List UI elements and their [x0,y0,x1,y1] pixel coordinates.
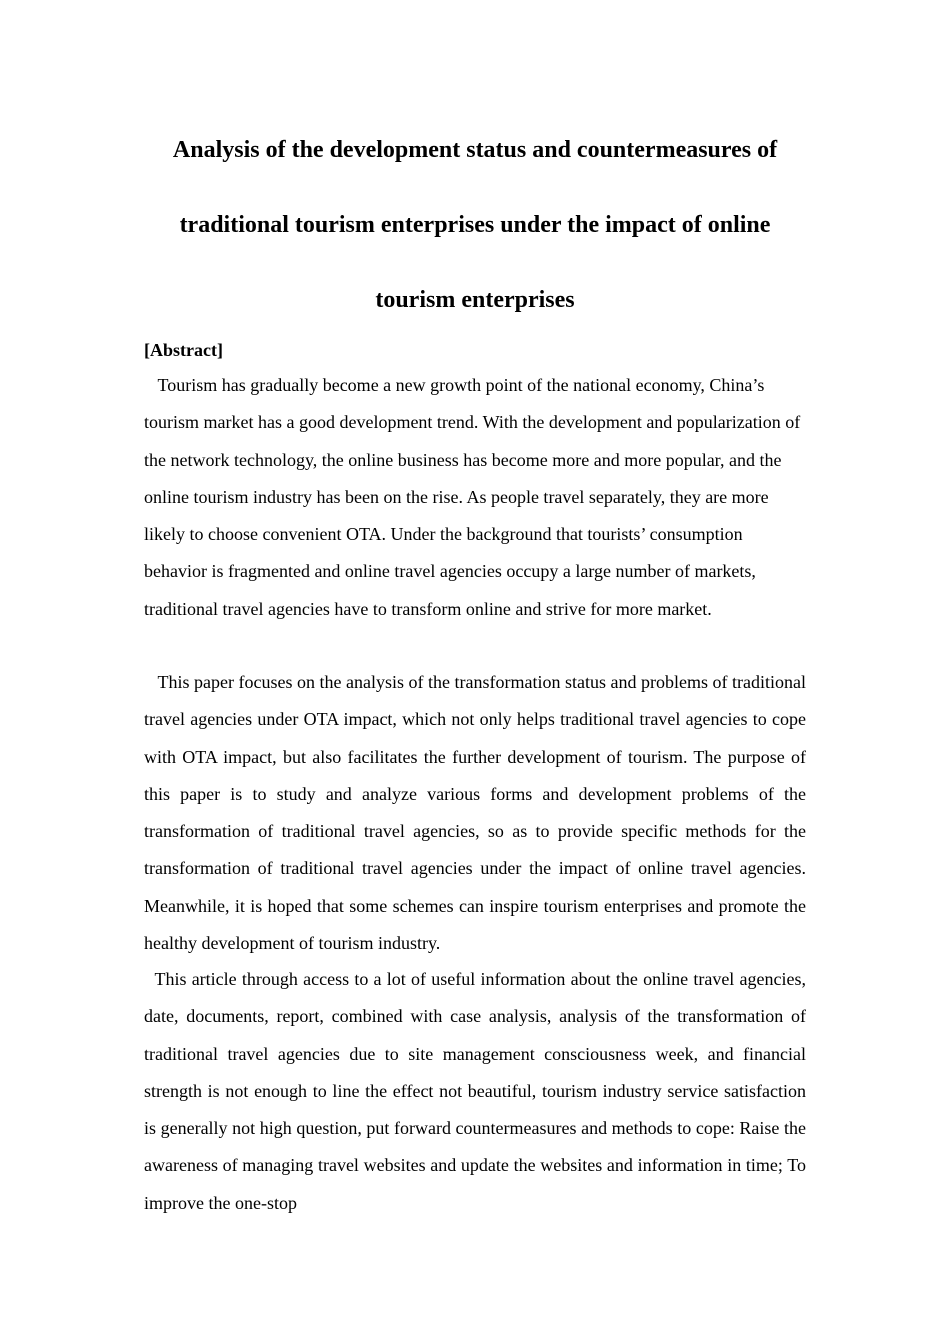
abstract-heading: [Abstract] [144,340,223,360]
title-line-1: Analysis of the development status and countermeasures of [172,137,778,163]
abstract-paragraph-1: Tourism has gradually become a new growth point of the national economy, China’s tourism market has a good development trend. With the development and popularization of the network technology, the online business has become more and more popular, and the online tourism industry has been on the rise. As people travel separately, they are more likely to choose convenient OTA. Under the background that tourists’ consumption behavior is fragmented and online travel agencies occupy a large number of markets, traditional travel agencies have to transform online and strive for more market. [144,375,801,619]
abstract-paragraph-3: This article through access to a lot of useful information about the online travel agencies, date, documents, report, combined with case analysis, analysis of the transformation of traditional travel agencies due to site management consciousness week, and financial strength is not enough to line the effect not beautiful, tourism industry service satisfaction is generally not high question, put forward countermeasures and methods to cope: Raise the awareness of managing travel websites and update the websites and information in time; To improve the one-stop [144,969,806,1213]
abstract-paragraph-2: This paper focuses on the analysis of the transformation status and problems of traditional travel agencies under OTA impact, which not only helps traditional travel agencies to cope with OTA impact, but also facilitates the further development of tourism. The purpose of this paper is to study and analyze various forms and development problems of the transformation of traditional travel agencies, so as to provide specific methods for the transformation of traditional travel agencies under the impact of online travel agencies. Meanwhile, it is hoped that some schemes can inspire tourism enterprises and promote the healthy development of tourism industry. [144,672,806,954]
title-line-2: traditional tourism enterprises under the impact of online [179,212,771,238]
title-line-3: tourism enterprises [375,287,575,313]
